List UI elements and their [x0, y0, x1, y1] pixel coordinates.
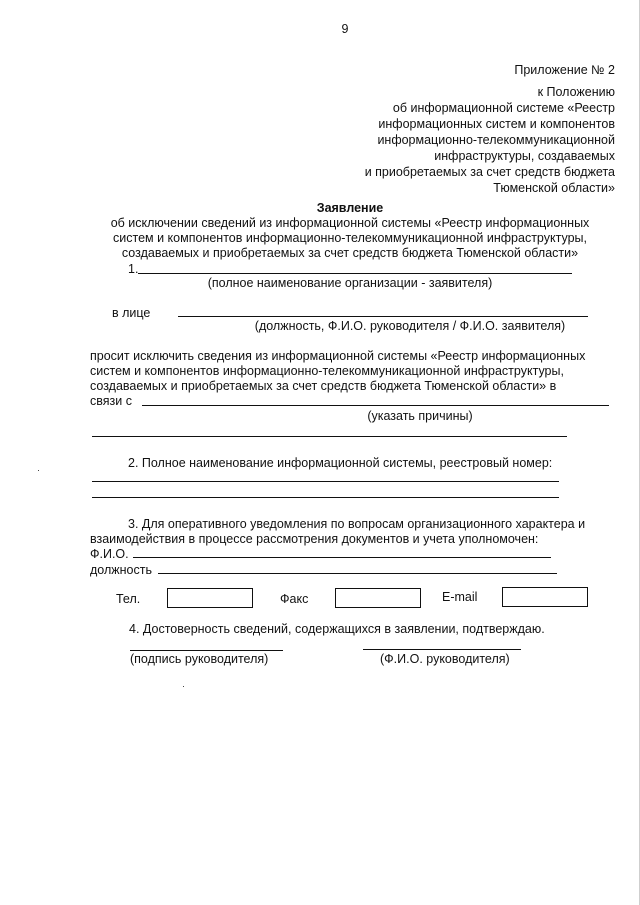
position-label: должность — [90, 563, 152, 577]
tel-label: Тел. — [116, 592, 141, 606]
heading-line: систем и компонентов информационно-телекоммуникационной инфраструктуры, — [113, 231, 587, 245]
fio-field[interactable] — [133, 557, 551, 558]
svyazi-label: связи с — [90, 394, 132, 408]
representative-field[interactable] — [178, 316, 588, 317]
fax-field[interactable] — [335, 588, 421, 608]
head-fio-caption: (Ф.И.О. руководителя) — [380, 652, 510, 666]
signature-caption: (подпись руководителя) — [130, 652, 269, 666]
document-title: Заявление — [316, 201, 384, 215]
v-litse-label: в лице — [112, 306, 151, 320]
tel-field[interactable] — [167, 588, 253, 608]
request-line: систем и компонентов информационно-телекоммуникационной инфраструктуры, — [90, 364, 564, 378]
org-name-caption: (полное наименование организации - заявителя) — [207, 276, 493, 290]
email-field[interactable] — [502, 587, 588, 607]
annex-title: Приложение № 2 — [514, 63, 615, 77]
signature-field[interactable] — [130, 650, 283, 651]
fio-label: Ф.И.О. — [90, 547, 129, 561]
request-line: просит исключить сведения из информационной системы «Реестр информационных — [90, 349, 586, 363]
position-field[interactable] — [158, 573, 557, 574]
annex-line: информационно-телекоммуникационной — [377, 133, 615, 147]
item2-text: 2. Полное наименование информационной системы, реестровый номер: — [128, 456, 553, 470]
reason-caption: (указать причины) — [367, 409, 473, 423]
system-name-field-continued[interactable] — [92, 497, 559, 498]
scan-speck — [38, 470, 39, 471]
item1-number: 1. — [128, 262, 139, 276]
annex-line: Тюменской области» — [493, 181, 615, 195]
annex-line: об информационной системе «Реестр — [392, 101, 615, 115]
heading-line: создаваемых и приобретаемых за счет средств бюджета Тюменской области» — [121, 246, 579, 260]
heading-line: об исключении сведений из информационной системы «Реестр информационных — [110, 216, 590, 230]
org-name-field[interactable] — [138, 273, 572, 274]
reason-field-continued[interactable] — [92, 436, 567, 437]
scan-speck — [183, 686, 184, 687]
email-label: E-mail — [442, 590, 478, 604]
representative-caption: (должность, Ф.И.О. руководителя / Ф.И.О. заявителя) — [254, 319, 566, 333]
annex-line: и приобретаемых за счет средств бюджета — [364, 165, 615, 179]
annex-line: к Положению — [537, 85, 615, 99]
system-name-field[interactable] — [92, 481, 559, 482]
annex-line: информационных систем и компонентов — [378, 117, 615, 131]
reason-field[interactable] — [142, 405, 609, 406]
head-fio-field[interactable] — [363, 649, 521, 650]
item4-text: 4. Достоверность сведений, содержащихся в заявлении, подтверждаю. — [129, 622, 545, 636]
item3-line: 3. Для оперативного уведомления по вопросам организационного характера и — [128, 517, 586, 531]
request-line: создаваемых и приобретаемых за счет средств бюджета Тюменской области» в — [90, 379, 557, 393]
page-number: 9 — [341, 22, 349, 36]
annex-line: инфраструктуры, создаваемых — [434, 149, 615, 163]
item3-line: взаимодействия в процессе рассмотрения документов и учета уполномочен: — [90, 532, 539, 546]
fax-label: Факс — [280, 592, 309, 606]
